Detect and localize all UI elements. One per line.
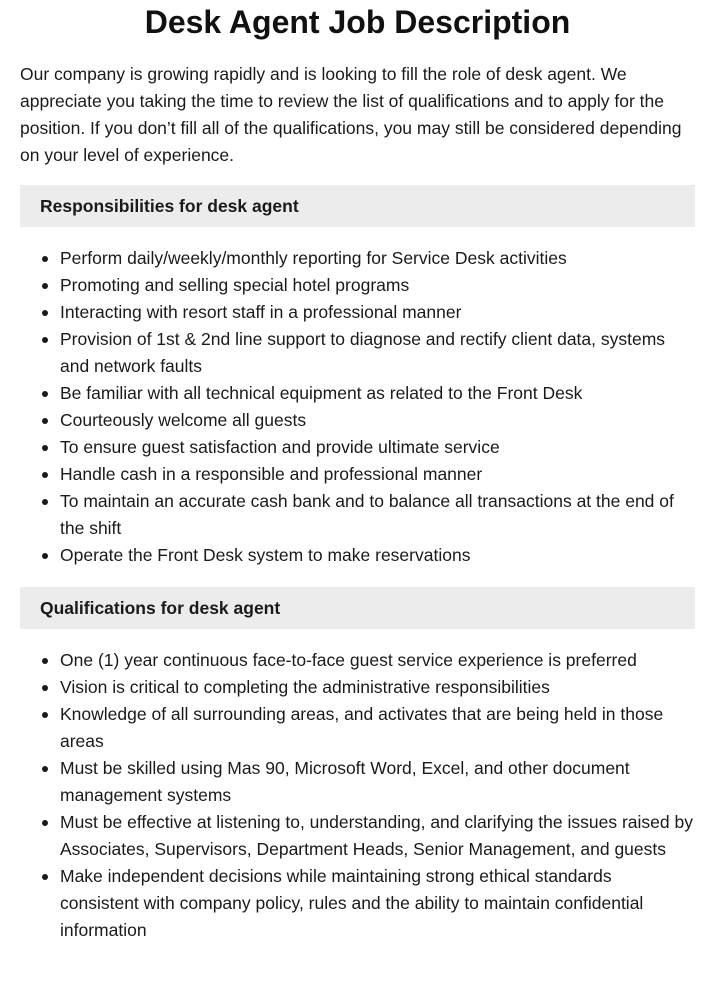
list-item: Vision is critical to completing the administrative responsibilities	[60, 674, 695, 701]
qualifications-list	[20, 647, 695, 944]
list-item: Provision of 1st & 2nd line support to diagnose and rectify client data, systems and network faults	[60, 326, 695, 380]
list-item: Make independent decisions while maintaining strong ethical standards consistent with company policy, rules and the ability to maintain confidential information	[60, 863, 695, 944]
list-item: Must be skilled using Mas 90, Microsoft Word, Excel, and other document management systems	[60, 755, 695, 809]
intro-paragraph: Our company is growing rapidly and is looking to fill the role of desk agent. We appreciate you taking the time to review the list of qualifications and to apply for the position. If you don’t fill all of the qualifications, you may still be considered depending on your level of experience.	[20, 64, 682, 165]
responsibilities-heading: Responsibilities for desk agent	[20, 185, 695, 227]
responsibilities-list	[20, 245, 695, 569]
list-item: Handle cash in a responsible and professional manner	[60, 461, 695, 488]
list-item: To ensure guest satisfaction and provide ultimate service	[60, 434, 695, 461]
list-item: Knowledge of all surrounding areas, and activates that are being held in those areas	[60, 701, 695, 755]
list-item: Interacting with resort staff in a professional manner	[60, 299, 695, 326]
list-item: Courteously welcome all guests	[60, 407, 695, 434]
list-item: Must be effective at listening to, understanding, and clarifying the issues raised by Associates, Supervisors, Department Heads, Senior Management, and guests	[60, 809, 695, 863]
list-item: To maintain an accurate cash bank and to balance all transactions at the end of the shift	[60, 488, 695, 542]
page-title: Desk Agent Job Description	[144, 4, 571, 40]
list-item: Perform daily/weekly/monthly reporting for Service Desk activities	[60, 245, 695, 272]
list-item: One (1) year continuous face-to-face guest service experience is preferred	[60, 647, 695, 674]
qualifications-heading: Qualifications for desk agent	[20, 587, 695, 629]
list-item: Promoting and selling special hotel programs	[60, 272, 695, 299]
list-item: Operate the Front Desk system to make reservations	[60, 542, 695, 569]
list-item: Be familiar with all technical equipment as related to the Front Desk	[60, 380, 695, 407]
